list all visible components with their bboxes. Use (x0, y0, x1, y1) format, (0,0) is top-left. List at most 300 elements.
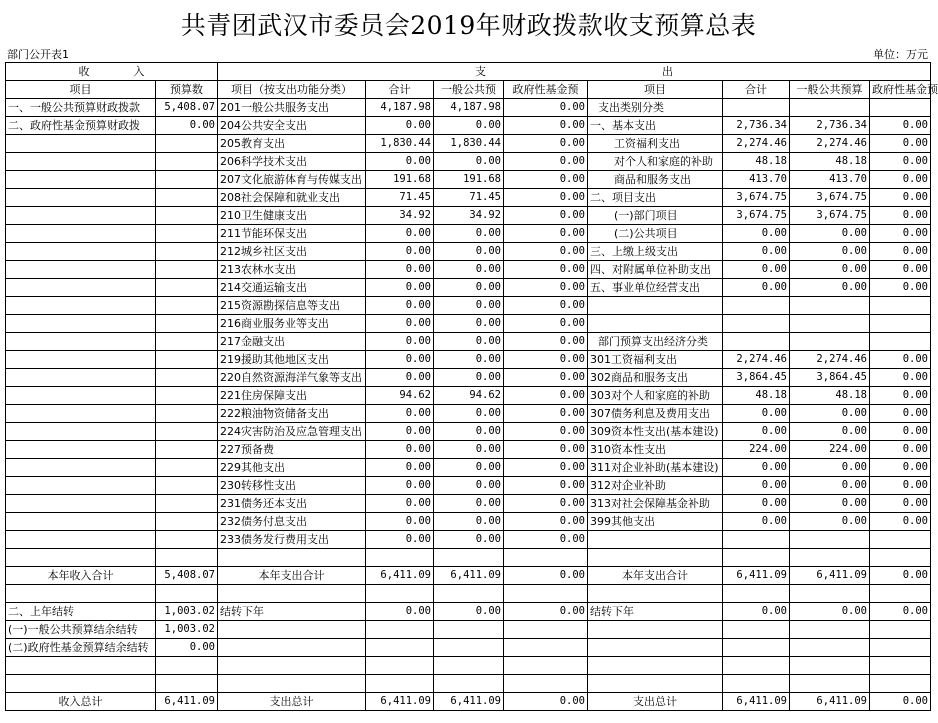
table-cell: 219援助其他地区支出 (218, 351, 366, 369)
table-cell: 0.00 (870, 117, 931, 135)
col-header: 项目 (588, 81, 723, 99)
expense-header: 支 出 (218, 63, 931, 81)
table-cell (156, 261, 218, 279)
table-cell: 0.00 (504, 603, 588, 621)
table-cell (870, 297, 931, 315)
table-cell: 0.00 (790, 423, 870, 441)
table-cell: 205教育支出 (218, 135, 366, 153)
table-cell: 0.00 (790, 243, 870, 261)
table-cell (723, 333, 790, 351)
table-cell: 2,274.46 (790, 351, 870, 369)
table-cell: 0.00 (870, 405, 931, 423)
table-cell: 0.00 (870, 603, 931, 621)
table-cell (156, 279, 218, 297)
table-cell: 本年支出合计 (588, 567, 723, 585)
table-cell (504, 585, 588, 603)
table-cell (156, 243, 218, 261)
table-cell: 309资本性支出(基本建设) (588, 423, 723, 441)
table-cell: 0.00 (366, 495, 434, 513)
table-cell: 5,408.07 (156, 99, 218, 117)
table-cell: 收入总计 (6, 693, 156, 711)
table-cell: 0.00 (366, 279, 434, 297)
table-cell: 0.00 (434, 369, 504, 387)
table-cell: 0.00 (504, 531, 588, 549)
table-cell: 231债务还本支出 (218, 495, 366, 513)
table-cell: 0.00 (790, 495, 870, 513)
table-cell: 0.00 (504, 135, 588, 153)
table-cell: 0.00 (504, 423, 588, 441)
table-cell: 3,674.75 (790, 207, 870, 225)
table-cell (6, 243, 156, 261)
table-row (6, 351, 931, 369)
table-cell: 3,674.75 (790, 189, 870, 207)
unit-label: 单位：万元 (873, 48, 928, 61)
table-cell: 0.00 (366, 297, 434, 315)
table-cell: 6,411.09 (434, 567, 504, 585)
table-cell: 94.62 (434, 387, 504, 405)
table-row (6, 405, 931, 423)
table-cell: 224.00 (790, 441, 870, 459)
table-cell: 0.00 (870, 477, 931, 495)
table-cell: 0.00 (723, 243, 790, 261)
table-row (6, 279, 931, 297)
table-cell: 207文化旅游体育与传媒支出 (218, 171, 366, 189)
table-row (6, 459, 931, 477)
col-header: 预算数 (156, 81, 218, 99)
table-cell: (一)部门项目 (588, 207, 723, 225)
table-cell: 3,864.45 (790, 369, 870, 387)
table-cell (588, 531, 723, 549)
table-cell: 6,411.09 (366, 567, 434, 585)
col-header: 合计 (366, 81, 434, 99)
table-cell (870, 333, 931, 351)
table-cell: 结转下年 (588, 603, 723, 621)
table-row (6, 441, 931, 459)
table-cell: 201一般公共服务支出 (218, 99, 366, 117)
table-cell: 0.00 (504, 207, 588, 225)
table-cell: 0.00 (723, 477, 790, 495)
table-cell (504, 549, 588, 567)
table-cell: 399其他支出 (588, 513, 723, 531)
table-cell (366, 585, 434, 603)
table-cell: 301工资福利支出 (588, 351, 723, 369)
table-cell: 1,830.44 (366, 135, 434, 153)
table-row (6, 387, 931, 405)
table-cell (723, 531, 790, 549)
table-cell (723, 99, 790, 117)
table-cell: 5,408.07 (156, 567, 218, 585)
table-cell: 0.00 (434, 495, 504, 513)
table-cell: 0.00 (870, 387, 931, 405)
table-cell (434, 657, 504, 675)
table-cell: 0.00 (504, 513, 588, 531)
table-cell: 0.00 (504, 261, 588, 279)
table-cell: 2,736.34 (790, 117, 870, 135)
table-row (6, 477, 931, 495)
table-cell (870, 531, 931, 549)
table-cell (870, 585, 931, 603)
table-cell: 一、基本支出 (588, 117, 723, 135)
table-cell: 312对企业补助 (588, 477, 723, 495)
col-header: 政府性基金预 (870, 81, 931, 99)
table-cell: 3,864.45 (723, 369, 790, 387)
table-cell (156, 135, 218, 153)
col-header: 合计 (723, 81, 790, 99)
table-cell (156, 333, 218, 351)
table-cell: 0.00 (870, 225, 931, 243)
table-cell: 311对企业补助(基本建设) (588, 459, 723, 477)
table-cell: 34.92 (434, 207, 504, 225)
table-row (6, 657, 931, 675)
table-cell: 230转移性支出 (218, 477, 366, 495)
table-cell: 3,674.75 (723, 207, 790, 225)
table-cell: 0.00 (504, 477, 588, 495)
table-cell: 0.00 (504, 153, 588, 171)
table-cell: 0.00 (366, 405, 434, 423)
table-cell: 四、对附属单位补助支出 (588, 261, 723, 279)
table-cell: 0.00 (366, 531, 434, 549)
table-cell: (二)政府性基金预算结余结转 (6, 639, 156, 657)
table-row (6, 99, 931, 117)
table-cell (434, 639, 504, 657)
table-cell: (二)公共项目 (588, 225, 723, 243)
table-cell: (一)一般公共预算结余结转 (6, 621, 156, 639)
table-cell: 0.00 (504, 441, 588, 459)
table-cell: 212城乡社区支出 (218, 243, 366, 261)
table-cell (723, 675, 790, 693)
table-cell (218, 585, 366, 603)
table-cell (790, 333, 870, 351)
table-cell: 0.00 (723, 513, 790, 531)
table-cell: 0.00 (790, 459, 870, 477)
table-cell: 0.00 (504, 279, 588, 297)
table-cell: 商品和服务支出 (588, 171, 723, 189)
table-cell: 0.00 (434, 225, 504, 243)
table-cell: 1,003.02 (156, 621, 218, 639)
table-cell: 0.00 (790, 477, 870, 495)
table-cell (6, 225, 156, 243)
table-cell: 0.00 (790, 225, 870, 243)
table-cell (6, 531, 156, 549)
table-cell (156, 477, 218, 495)
table-cell (588, 315, 723, 333)
table-cell: 0.00 (366, 333, 434, 351)
table-cell (156, 513, 218, 531)
table-cell (6, 315, 156, 333)
table-cell (218, 657, 366, 675)
table-cell: 0.00 (366, 315, 434, 333)
table-cell (790, 585, 870, 603)
table-cell: 313对社会保障基金补助 (588, 495, 723, 513)
table-cell: 五、事业单位经营支出 (588, 279, 723, 297)
table-cell (156, 369, 218, 387)
form-number: 部门公开表1 (7, 48, 69, 61)
table-cell (588, 297, 723, 315)
table-cell (723, 315, 790, 333)
table-cell: 0.00 (790, 279, 870, 297)
table-cell (366, 657, 434, 675)
page-title: 共青团武汉市委员会2019年财政拨款收支预算总表 (180, 11, 757, 40)
table-cell (156, 549, 218, 567)
table-row (6, 531, 931, 549)
table-cell: 0.00 (366, 225, 434, 243)
table-cell: 307债务利息及费用支出 (588, 405, 723, 423)
table-cell: 215资源勘探信息等支出 (218, 297, 366, 315)
table-row (6, 513, 931, 531)
table-row (6, 333, 931, 351)
table-cell (6, 387, 156, 405)
table-cell: 0.00 (434, 279, 504, 297)
table-cell: 本年支出合计 (218, 567, 366, 585)
table-cell: 0.00 (870, 351, 931, 369)
table-cell: 0.00 (790, 513, 870, 531)
table-cell: 0.00 (870, 459, 931, 477)
table-cell (6, 585, 156, 603)
table-cell (723, 657, 790, 675)
table-cell: 48.18 (723, 387, 790, 405)
table-row (6, 369, 931, 387)
table-cell (790, 621, 870, 639)
table-cell (723, 639, 790, 657)
table-cell (156, 189, 218, 207)
table-cell: 0.00 (723, 603, 790, 621)
table-cell: 0.00 (366, 459, 434, 477)
table-cell (156, 495, 218, 513)
col-header: 项目（按支出功能分类） (218, 81, 366, 99)
table-cell (790, 99, 870, 117)
table-cell (6, 153, 156, 171)
table-cell (6, 369, 156, 387)
table-cell: 191.68 (366, 171, 434, 189)
table-row (6, 225, 931, 243)
col-header: 一般公共预算 (790, 81, 870, 99)
table-cell: 0.00 (723, 261, 790, 279)
table-cell (156, 225, 218, 243)
table-cell: 0.00 (366, 603, 434, 621)
table-cell: 0.00 (366, 351, 434, 369)
table-cell: 0.00 (504, 315, 588, 333)
table-row (6, 693, 931, 711)
table-cell (156, 387, 218, 405)
table-row (6, 261, 931, 279)
table-cell (218, 549, 366, 567)
table-cell: 213农林水支出 (218, 261, 366, 279)
table-cell: 208社会保障和就业支出 (218, 189, 366, 207)
table-cell: 二、政府性基金预算财政拨 (6, 117, 156, 135)
table-cell: 0.00 (870, 261, 931, 279)
table-cell (588, 639, 723, 657)
table-cell: 211节能环保支出 (218, 225, 366, 243)
table-cell (434, 585, 504, 603)
table-cell: 0.00 (870, 495, 931, 513)
table-cell: 227预备费 (218, 441, 366, 459)
table-cell (156, 153, 218, 171)
table-cell: 0.00 (366, 369, 434, 387)
table-cell: 229其他支出 (218, 459, 366, 477)
table-cell: 0.00 (434, 441, 504, 459)
table-row (6, 567, 931, 585)
table-cell (723, 549, 790, 567)
table-cell: 6,411.09 (790, 693, 870, 711)
table-cell: 0.00 (504, 693, 588, 711)
table-cell (6, 459, 156, 477)
table-cell (6, 261, 156, 279)
table-row (6, 171, 931, 189)
table-cell (6, 279, 156, 297)
table-cell (366, 675, 434, 693)
table-cell: 结转下年 (218, 603, 366, 621)
table-cell: 233债务发行费用支出 (218, 531, 366, 549)
table-cell (790, 675, 870, 693)
table-cell: 二、项目支出 (588, 189, 723, 207)
table-cell: 0.00 (504, 405, 588, 423)
table-cell (156, 351, 218, 369)
table-cell: 0.00 (723, 495, 790, 513)
table-cell: 6,411.09 (723, 693, 790, 711)
table-cell: 一、一般公共预算财政拨款 (6, 99, 156, 117)
table-cell: 216商业服务业等支出 (218, 315, 366, 333)
table-cell: 0.00 (723, 423, 790, 441)
table-cell: 0.00 (790, 603, 870, 621)
table-cell (6, 135, 156, 153)
table-cell (6, 513, 156, 531)
col-header: 一般公共预 (434, 81, 504, 99)
table-cell (790, 549, 870, 567)
table-cell (218, 621, 366, 639)
table-row (6, 117, 931, 135)
table-cell (366, 549, 434, 567)
header-col-row (6, 81, 931, 99)
table-cell: 0.00 (870, 423, 931, 441)
table-cell: 0.00 (723, 405, 790, 423)
table-cell: 支出总计 (218, 693, 366, 711)
table-cell: 0.00 (504, 351, 588, 369)
table-cell (723, 621, 790, 639)
table-row (6, 495, 931, 513)
table-cell (588, 675, 723, 693)
table-cell (6, 207, 156, 225)
table-cell (870, 315, 931, 333)
header-group-row (6, 63, 931, 81)
table-cell: 0.00 (870, 369, 931, 387)
table-cell: 3,674.75 (723, 189, 790, 207)
table-cell (366, 621, 434, 639)
table-cell (870, 657, 931, 675)
table-cell: 224.00 (723, 441, 790, 459)
table-cell (6, 675, 156, 693)
table-cell: 0.00 (723, 279, 790, 297)
table-cell: 217金融支出 (218, 333, 366, 351)
table-cell (6, 477, 156, 495)
table-cell: 0.00 (434, 315, 504, 333)
table-cell: 1,830.44 (434, 135, 504, 153)
table-cell: 4,187.98 (434, 99, 504, 117)
table-cell (588, 549, 723, 567)
table-cell: 2,274.46 (723, 351, 790, 369)
table-cell: 0.00 (434, 117, 504, 135)
table-cell: 0.00 (366, 513, 434, 531)
table-cell: 支出类别分类 (588, 99, 723, 117)
table-row (6, 639, 931, 657)
table-cell: 0.00 (434, 513, 504, 531)
table-cell: 0.00 (504, 99, 588, 117)
table-cell: 0.00 (434, 297, 504, 315)
table-cell: 6,411.09 (434, 693, 504, 711)
table-cell (156, 675, 218, 693)
table-cell (870, 621, 931, 639)
table-cell: 0.00 (366, 477, 434, 495)
table-cell: 6,411.09 (156, 693, 218, 711)
table-cell: 0.00 (723, 225, 790, 243)
table-cell (156, 441, 218, 459)
budget-table (5, 62, 938, 711)
table-cell (434, 675, 504, 693)
table-cell: 0.00 (504, 171, 588, 189)
table-cell: 0.00 (434, 459, 504, 477)
table-cell: 0.00 (504, 567, 588, 585)
table-cell: 224灾害防治及应急管理支出 (218, 423, 366, 441)
table-cell (156, 297, 218, 315)
table-cell: 2,274.46 (790, 135, 870, 153)
table-row (6, 315, 931, 333)
table-cell: 三、上缴上级支出 (588, 243, 723, 261)
table-cell (790, 531, 870, 549)
table-cell (434, 549, 504, 567)
table-cell: 2,274.46 (723, 135, 790, 153)
table-row (6, 603, 931, 621)
table-cell: 310资本性支出 (588, 441, 723, 459)
table-cell: 对个人和家庭的补助 (588, 153, 723, 171)
table-cell: 0.00 (366, 441, 434, 459)
table-cell: 0.00 (870, 567, 931, 585)
table-cell: 0.00 (366, 153, 434, 171)
table-cell: 6,411.09 (723, 567, 790, 585)
table-cell: 0.00 (504, 297, 588, 315)
table-cell: 48.18 (790, 387, 870, 405)
table-cell: 303对个人和家庭的补助 (588, 387, 723, 405)
table-row (6, 189, 931, 207)
table-row (6, 621, 931, 639)
table-row (6, 675, 931, 693)
table-cell: 支出总计 (588, 693, 723, 711)
table-cell: 0.00 (870, 243, 931, 261)
table-cell (156, 531, 218, 549)
table-cell (156, 171, 218, 189)
table-cell: 94.62 (366, 387, 434, 405)
table-cell (790, 297, 870, 315)
table-cell: 二、上年结转 (6, 603, 156, 621)
table-cell: 2,736.34 (723, 117, 790, 135)
table-cell: 220自然资源海洋气象等支出 (218, 369, 366, 387)
table-cell: 0.00 (156, 639, 218, 657)
table-cell: 34.92 (366, 207, 434, 225)
table-cell (723, 297, 790, 315)
table-cell: 0.00 (504, 189, 588, 207)
table-cell: 0.00 (790, 405, 870, 423)
table-cell: 214交通运输支出 (218, 279, 366, 297)
table-cell (6, 423, 156, 441)
table-cell (790, 315, 870, 333)
table-cell: 0.00 (504, 243, 588, 261)
table-cell: 0.00 (366, 423, 434, 441)
table-cell: 6,411.09 (790, 567, 870, 585)
table-cell: 0.00 (434, 423, 504, 441)
table-cell (504, 657, 588, 675)
table-cell: 0.00 (870, 171, 931, 189)
table-cell: 0.00 (790, 261, 870, 279)
table-cell: 0.00 (366, 117, 434, 135)
table-cell (870, 675, 931, 693)
